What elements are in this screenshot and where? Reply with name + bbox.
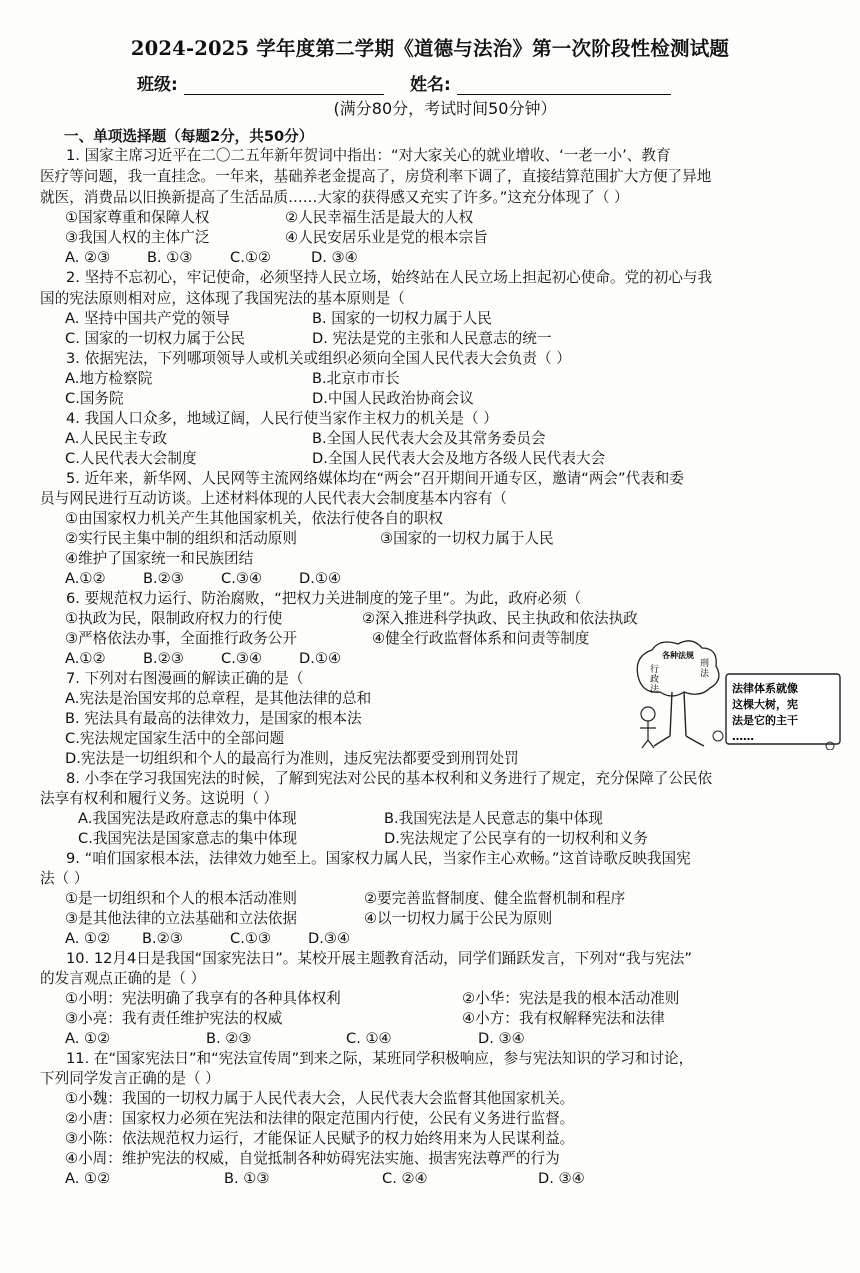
q1-choice-c[interactable]: C.①② — [230, 249, 271, 266]
q1-stem: 医疗等问题，我一直挂念。一年来，基础养老金提高了，房贷利率下调了，直接结算范围扩大方便了异地 — [40, 168, 712, 185]
tree-label: 法 — [650, 685, 660, 695]
q1-choice-a[interactable]: A. ②③ — [65, 249, 111, 266]
q10-stem: 10. 12月4日是我国“国家宪法日”。某校开展主题教育活动，同学们踊跃发言，下列对“我与宪法” — [66, 950, 692, 967]
q10-option: ②小华：宪法是我的根本活动准则 — [462, 990, 680, 1007]
q4-stem: 4. 我国人口众多，地域辽阔，人民行使当家作主权力的机关是（ ） — [66, 410, 498, 427]
q11-choice-d[interactable]: D. ③④ — [538, 1170, 585, 1187]
q3-choice-d[interactable]: D.中国人民政治协商会议 — [312, 390, 474, 407]
q6-choice-d[interactable]: D.①④ — [299, 650, 342, 667]
q8-choice-d[interactable]: D.宪法规定了公民享有的一切权利和义务 — [384, 830, 648, 847]
student-head — [713, 731, 723, 741]
q10-choice-c[interactable]: C. ①④ — [346, 1030, 392, 1047]
class-label: 班级: — [137, 75, 178, 95]
q7-choice-b[interactable]: B. 宪法具有最高的法律效力，是国家的根本法 — [65, 710, 362, 727]
q11-option: ①小魏：我国的一切权力属于人民代表大会，人民代表大会监督其他国家机关。 — [65, 1090, 575, 1107]
q6-choice-b[interactable]: B.②③ — [143, 650, 184, 667]
q4-choice-b[interactable]: B.全国人民代表大会及其常务委员会 — [312, 430, 546, 447]
q6-choice-c[interactable]: C.③④ — [221, 650, 262, 667]
q9-stem: 9. “咱们国家根本法，法律效力她至上。国家权力属人民，当家作主心欢畅。”这首诗歌反映我国宪 — [66, 850, 691, 867]
q11-stem: 11. 在“国家宪法日”和“宪法宣传周”到来之际，某班同学积极响应，参与宪法知识的学习和讨论， — [66, 1050, 694, 1067]
q8-choice-a[interactable]: A.我国宪法是政府意志的集中体现 — [78, 810, 297, 827]
q5-stem: 5. 近年来，新华网、人民网等主流网络媒体均在“两会”召开期间开通专区，邀请“两会”代表和委 — [66, 470, 684, 487]
name-blank[interactable] — [457, 76, 671, 95]
q2-stem: 国的宪法原则相对应，这体现了我国宪法的基本原则是（ — [40, 290, 405, 307]
tree-label: 法 — [700, 669, 710, 679]
tree-label: 行 — [650, 665, 660, 675]
q11-choice-c[interactable]: C. ②④ — [382, 1170, 428, 1187]
q11-choice-a[interactable]: A. ①② — [65, 1170, 111, 1187]
q2-choice-c[interactable]: C. 国家的一切权力属于公民 — [65, 330, 246, 347]
q9-choice-c[interactable]: C.①③ — [230, 930, 271, 947]
q11-option: ②小唐：国家权力必须在宪法和法律的限定范围内行使，公民有义务进行监督。 — [65, 1110, 575, 1127]
q1-stem: 就医，消费品以旧换新提高了生活品质……大家的获得感又充实了许多。”这充分体现了（ ） — [40, 189, 629, 206]
q8-choice-c[interactable]: C.我国宪法是国家意志的集中体现 — [78, 830, 298, 847]
q9-option: ②要完善监督制度、健全监督机制和程序 — [364, 890, 626, 907]
q2-choice-b[interactable]: B. 国家的一切权力属于人民 — [312, 310, 492, 327]
q9-choice-a[interactable]: A. ①② — [65, 930, 111, 947]
constitution-tree-cartoon — [630, 636, 844, 750]
q11-option: ④小周：维护宪法的权威，自觉抵制各种妨碍宪法实施、损害宪法尊严的行为 — [65, 1150, 560, 1167]
q6-option: ④健全行政监督体系和问责等制度 — [372, 630, 590, 647]
q5-option: ①由国家权力机关产生其他国家机关，依法行使各自的职权 — [65, 510, 443, 527]
q4-choice-d[interactable]: D.全国人民代表大会及地方各级人民代表大会 — [312, 450, 606, 467]
teacher-head — [641, 707, 655, 721]
q1-choice-b[interactable]: B. ①③ — [147, 249, 193, 266]
q9-option: ①是一切组织和个人的根本活动准则 — [65, 890, 297, 907]
q5-choice-d[interactable]: D.①④ — [299, 570, 342, 587]
q9-stem: 法（ ） — [40, 870, 89, 887]
q1-option: ②人民幸福生活是最大的人权 — [285, 209, 474, 226]
section-heading: 一、单项选择题（每题2分，共50分） — [64, 128, 314, 145]
tree-label: 刑 — [700, 659, 710, 669]
name-label: 姓名: — [410, 75, 451, 95]
q6-option: ①执政为民，限制政府权力的行使 — [65, 610, 283, 627]
q1-option: ③我国人权的主体广泛 — [65, 229, 210, 246]
q6-choice-a[interactable]: A.①② — [65, 650, 106, 667]
q10-choice-a[interactable]: A. ①② — [65, 1030, 111, 1047]
q7-stem: 7. 下列对右图漫画的解读正确的是（ — [66, 670, 304, 687]
q1-choice-d[interactable]: D. ③④ — [311, 249, 358, 266]
q9-option: ③是其他法律的立法基础和立法依据 — [65, 910, 297, 927]
q10-option: ①小明：宪法明确了我享有的各种具体权利 — [65, 990, 341, 1007]
q5-option: ④维护了国家统一和民族团结 — [65, 550, 254, 567]
page-title: 2024-2025 学年度第二学期《道德与法治》第一次阶段性检测试题 — [130, 37, 730, 60]
tree-trunk — [654, 692, 704, 746]
q3-stem: 3. 依据宪法，下列哪项领导人或机关或组织必须向全国人民代表大会负责（ ） — [66, 350, 571, 367]
q2-stem: 2. 坚持不忘初心，牢记使命，必须坚持人民立场，始终站在人民立场上担起初心使命。党的初心与我 — [66, 269, 713, 286]
q8-stem: 8. 小李在学习我国宪法的时候，了解到宪法对公民的基本权利和义务进行了规定，充分保障了公民依 — [66, 770, 713, 787]
speech-text: 法律体系就像 这棵大树，宪 法是它的主干 …… — [732, 682, 798, 743]
exam-info: (满分80分，考试时间50分钟） — [333, 99, 557, 118]
teacher-body — [640, 721, 656, 748]
tree-label: 政 — [650, 675, 660, 685]
q7-choice-d[interactable]: D.宪法是一切组织和个人的最高行为准则，违反宪法都要受到刑罚处罚 — [65, 750, 519, 767]
q3-choice-b[interactable]: B.北京市市长 — [312, 370, 400, 387]
q11-option: ③小陈：依法规范权力运行，才能保证人民赋予的权力始终用来为人民谋利益。 — [65, 1130, 575, 1147]
q11-choice-b[interactable]: B. ①③ — [224, 1170, 270, 1187]
q10-choice-b[interactable]: B. ②③ — [206, 1030, 252, 1047]
q6-option: ③严格依法办事，全面推行政务公开 — [65, 630, 297, 647]
q11-stem: 下列同学发言正确的是（ ） — [40, 1070, 220, 1087]
q10-option: ④小方：我有权解释宪法和法律 — [462, 1010, 665, 1027]
q5-option: ③国家的一切权力属于人民 — [380, 530, 554, 547]
q6-option: ②深入推进科学执政、民主执政和依法执政 — [362, 610, 638, 627]
q3-choice-a[interactable]: A.地方检察院 — [65, 370, 153, 387]
q7-choice-a[interactable]: A.宪法是治国安邦的总章程，是其他法律的总和 — [65, 690, 372, 707]
class-blank[interactable] — [184, 76, 384, 95]
q9-option: ④以一切权力属于公民为原则 — [364, 910, 553, 927]
q7-choice-c[interactable]: C.宪法规定国家生活中的全部问题 — [65, 730, 285, 747]
q5-choice-c[interactable]: C.③④ — [221, 570, 262, 587]
q5-choice-a[interactable]: A.①② — [65, 570, 106, 587]
q4-choice-c[interactable]: C.人民代表大会制度 — [65, 450, 197, 467]
q3-choice-c[interactable]: C.国务院 — [65, 390, 124, 407]
q1-stem: 1. 国家主席习近平在二〇二五年新年贺词中指出：“对大家关心的就业增收、‘一老一小’、教育 — [66, 147, 671, 164]
q8-choice-b[interactable]: B.我国宪法是人民意志的集中体现 — [384, 810, 603, 827]
q5-choice-b[interactable]: B.②③ — [143, 570, 184, 587]
q8-stem: 法享有权利和履行义务。这说明（ ） — [40, 790, 279, 807]
q2-choice-a[interactable]: A. 坚持中国共产党的领导 — [65, 310, 230, 327]
q9-choice-d[interactable]: D.③④ — [308, 930, 351, 947]
q2-choice-d[interactable]: D. 宪法是党的主张和人民意志的统一 — [312, 330, 552, 347]
q1-option: ④人民安居乐业是党的根本宗旨 — [285, 229, 488, 246]
q10-choice-d[interactable]: D. ③④ — [478, 1030, 525, 1047]
name-field — [410, 70, 671, 95]
q10-stem: 的发言观点正确的是（ ） — [40, 970, 206, 987]
tree-label: 各种法规 — [662, 651, 694, 660]
q10-option: ③小亮：我有责任维护宪法的权威 — [65, 1010, 283, 1027]
q5-option: ②实行民主集中制的组织和活动原则 — [65, 530, 297, 547]
q6-stem: 6. 要规范权力运行、防治腐败，“把权力关进制度的笼子里”。为此，政府必须（ — [66, 590, 582, 607]
q1-option: ①国家尊重和保障人权 — [65, 209, 210, 226]
q9-choice-b[interactable]: B.②③ — [142, 930, 183, 947]
q4-choice-a[interactable]: A.人民民主专政 — [65, 430, 167, 447]
class-field — [137, 70, 384, 95]
q5-stem: 员与网民进行互动访谈。上述材料体现的人民代表大会制度基本内容有（ — [40, 490, 508, 507]
